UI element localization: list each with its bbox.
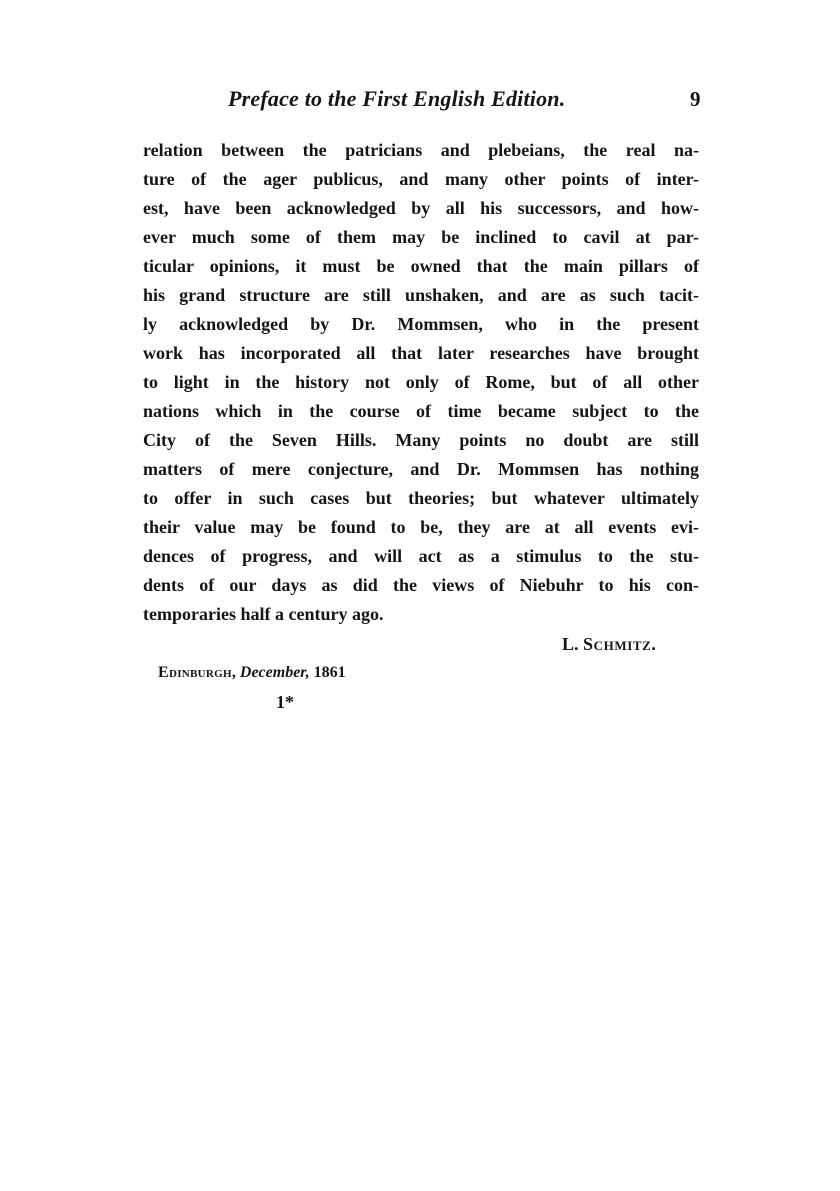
text-line: their value may be found to be, they are at all events evi- — [143, 517, 699, 537]
text-line: ly acknowledged by Dr. Mommsen, who in the present — [143, 314, 699, 334]
text-line: to light in the history not only of Rome, but of all other — [143, 372, 699, 392]
running-head — [228, 86, 708, 118]
text-line: temporaries half a century ago. — [143, 604, 384, 624]
text-line: his grand structure are still unshaken, and are as such tacit- — [143, 285, 699, 305]
text-line: ticular opinions, it must be owned that the main pillars of — [143, 256, 699, 276]
signature-initial: L. — [562, 634, 579, 654]
text-line: nations which in the course of time became subject to the — [143, 401, 699, 421]
dateline-place: Edinburgh — [158, 664, 232, 681]
text-line: est, have been acknowledged by all his successors, and how- — [143, 198, 699, 218]
text-line: work has incorporated all that later researches have brought — [143, 343, 699, 363]
text-line: relation between the patricians and plebeians, the real na- — [143, 140, 699, 160]
printer-signature-mark: 1* — [276, 692, 294, 712]
text-line: ture of the ager publicus, and many other points of inter- — [143, 169, 699, 189]
text-line: ever much some of them may be inclined to cavil at par- — [143, 227, 699, 247]
text-line: matters of mere conjecture, and Dr. Mommsen has nothing — [143, 459, 699, 479]
signature-surname: Schmitz. — [583, 634, 657, 654]
dateline-separator: , — [231, 664, 236, 681]
dateline-month: December, — [239, 664, 310, 681]
text-line: dents of our days as did the views of Niebuhr to his con- — [143, 575, 699, 595]
body-paragraph — [143, 136, 699, 629]
author-signature — [562, 634, 657, 655]
dateline — [158, 664, 346, 682]
page-number: 9 — [690, 87, 701, 111]
text-line: City of the Seven Hills. Many points no doubt are still — [143, 430, 699, 450]
text-line: dences of progress, and will act as a stimulus to the stu- — [143, 546, 699, 566]
running-title: Preface to the First English Edition. — [228, 86, 566, 111]
text-line: to offer in such cases but theories; but whatever ultimately — [143, 488, 699, 508]
dateline-year: 1861 — [313, 664, 346, 681]
